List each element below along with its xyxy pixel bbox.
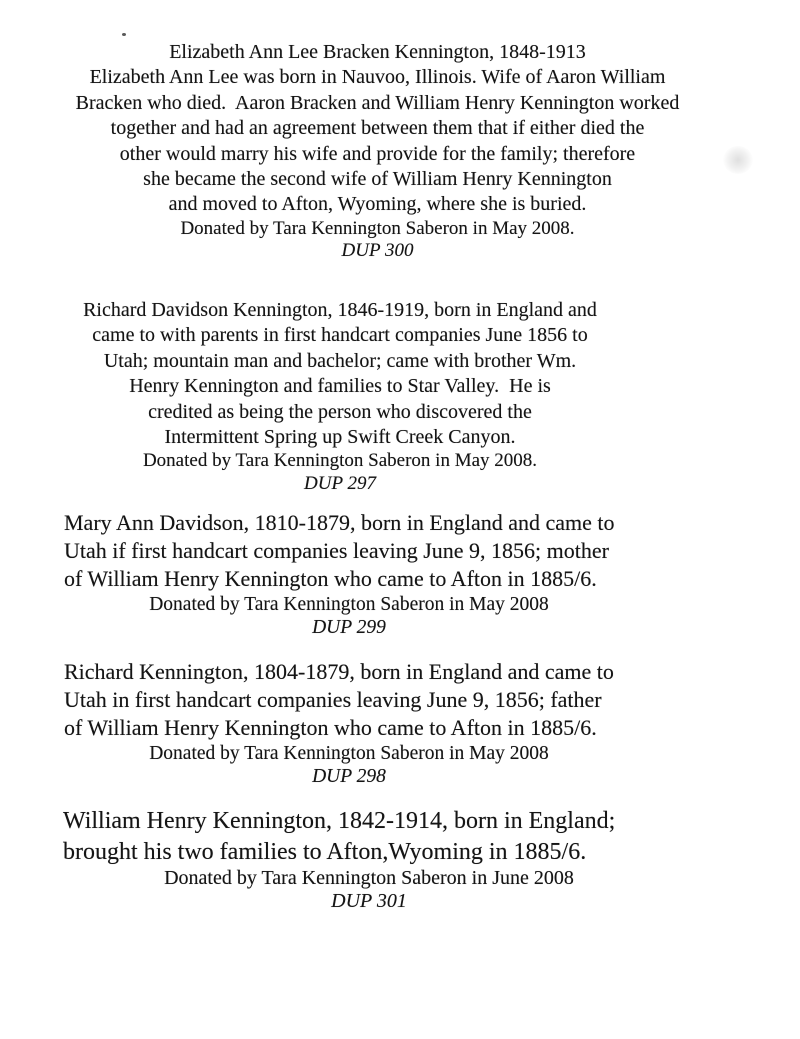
entry-title-line: Mary Ann Davidson, 1810-1879, born in England and came to <box>64 510 615 535</box>
memorial-line: Utah if first handcart companies leaving June 9, 1856; mother <box>64 538 609 563</box>
memorial-line: Elizabeth Ann Lee was born in Nauvoo, Illinois. Wife of Aaron William <box>89 66 666 89</box>
donation-credit-line: Donated by Tara Kennington Saberon in May 2008. <box>142 450 538 472</box>
memorial-line: credited as being the person who discovered the <box>148 400 532 423</box>
dup-number: DUP 297 <box>304 472 376 494</box>
memorial-line: Utah; mountain man and bachelor; came with brother Wm. <box>103 349 577 372</box>
entry-title-line: Richard Kennington, 1804-1879, born in England and came to <box>64 659 614 684</box>
donation-credit-line: Donated by Tara Kennington Saberon in May 2008. <box>180 217 575 239</box>
memorial-line: brought his two families to Afton,Wyoming in 1885/6. <box>63 838 587 865</box>
memorial-line: came to with parents in first handcart companies June 1856 to <box>92 324 588 347</box>
memorial-line: she became the second wife of William Henry Kennington <box>143 168 612 191</box>
memorial-line: and moved to Afton, Wyoming, where she is buried. <box>168 193 587 216</box>
scan-smudge-artifact <box>723 146 753 174</box>
memorial-entry-richard-kennington <box>64 658 744 788</box>
memorial-line: of William Henry Kennington who came to Afton in 1885/6. <box>64 715 597 740</box>
dup-number: DUP 298 <box>312 766 386 787</box>
dup-number: DUP 300 <box>341 240 414 262</box>
entry-title-line: William Henry Kennington, 1842-1914, born in England; <box>63 808 616 834</box>
memorial-line: Henry Kennington and families to Star Valley. He is <box>129 375 551 398</box>
donation-credit-line: Donated by Tara Kennington Saberon in May 2008 <box>149 743 549 764</box>
memorial-line: other would marry his wife and provide for the family; therefore <box>119 142 636 165</box>
memorial-entry-richard-davidson-kennington <box>35 298 645 495</box>
donation-credit-line: Donated by Tara Kennington Saberon in June 2008 <box>164 867 574 889</box>
memorial-line: Bracken who died. Aaron Bracken and William Henry Kennington worked <box>75 91 680 114</box>
donation-credit-line: Donated by Tara Kennington Saberon in May 2008 <box>149 594 549 615</box>
memorial-entry-mary-ann-davidson <box>64 509 744 639</box>
dup-number: DUP 301 <box>331 890 407 912</box>
memorial-entry-william-henry-kennington <box>63 806 753 913</box>
scan-speck-artifact <box>122 33 126 36</box>
memorial-line: Utah in first handcart companies leaving June 9, 1856; father <box>64 687 602 712</box>
memorial-entry-elizabeth-bracken-kennington <box>55 40 700 262</box>
memorial-line: of William Henry Kennington who came to Afton in 1885/6. <box>64 566 597 591</box>
entry-title-line: Richard Davidson Kennington, 1846-1919, born in England and <box>83 299 597 321</box>
dup-number: DUP 299 <box>312 617 386 638</box>
memorial-line: together and had an agreement between them that if either died the <box>110 117 645 140</box>
memorial-line: Intermittent Spring up Swift Creek Canyon. <box>164 426 516 449</box>
entry-title-line: Elizabeth Ann Lee Bracken Kennington, 1848-1913 <box>169 41 586 63</box>
